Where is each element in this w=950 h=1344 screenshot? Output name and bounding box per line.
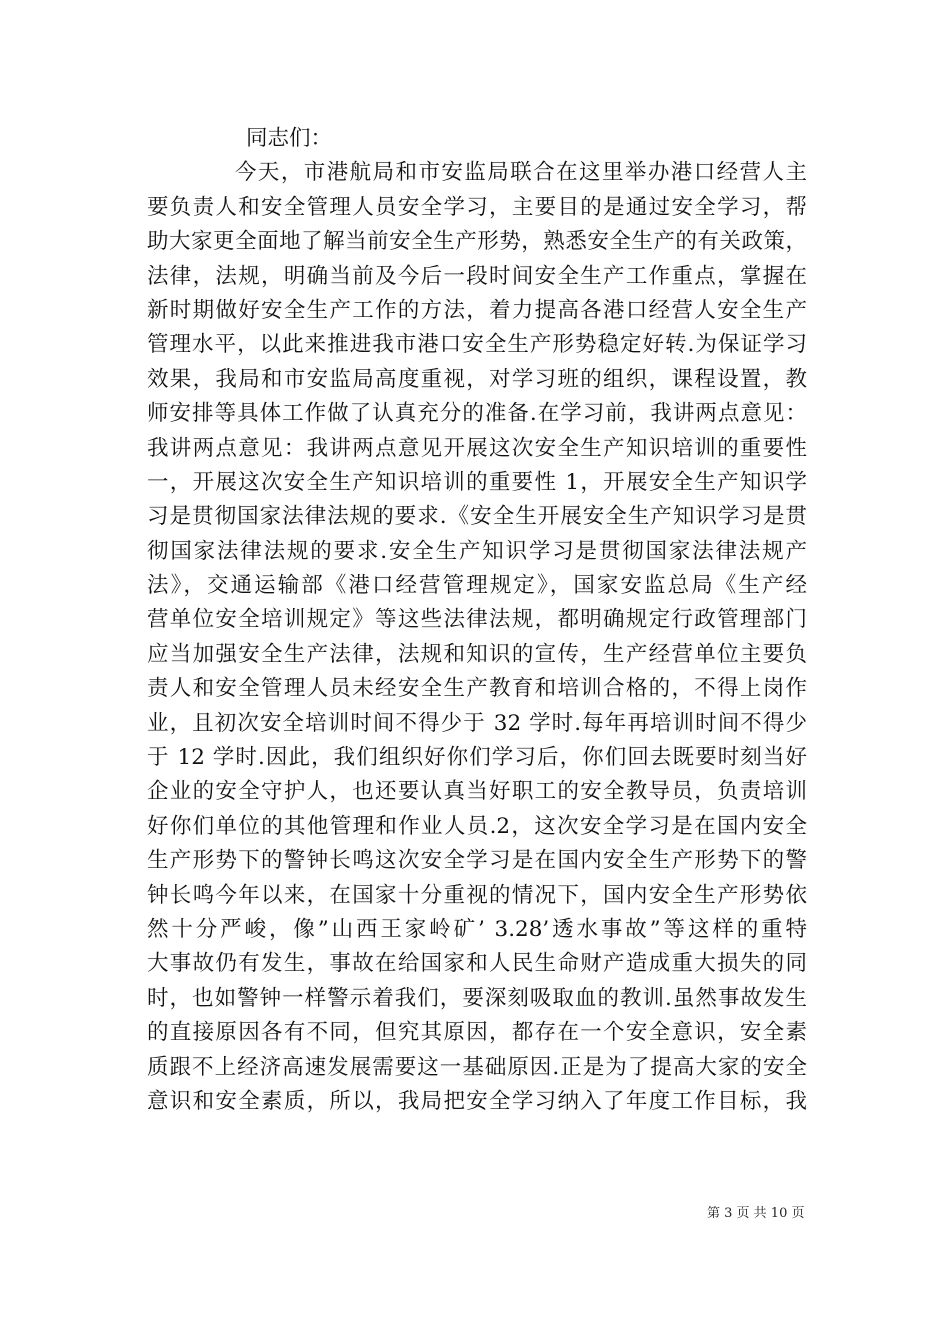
paragraph-line: 法》，交通运输部《港口经营管理规定》，国家安监总局《生产经 [147,573,807,599]
paragraph-line: 习是贯彻国家法律法规的要求.《安全生开展安全生产知识学习是贯 [147,504,807,530]
page-number: 第 3 页 共 10 页 [707,1206,805,1221]
paragraph-line: 企业的安全守护人，也还要认真当好职工的安全教导员，负责培训 [147,779,807,805]
paragraph-line: 大事故仍有发生，事故在给国家和人民生命财产造成重大损失的同 [147,951,807,977]
paragraph-line: 新时期做好安全生产工作的方法，着力提高各港口经营人安全生产 [147,297,807,323]
paragraph-line: 意识和安全素质，所以，我局把安全学习纳入了年度工作目标，我 [147,1088,807,1114]
paragraph-line: 法律，法规，明确当前及今后一段时间安全生产工作重点，掌握在 [147,263,807,289]
paragraph-line: 我讲两点意见：我讲两点意见开展这次安全生产知识培训的重要性 [147,435,807,461]
body-text [147,122,807,1119]
paragraph-line: 然十分严峻，像”山西王家岭矿’ 3.28’透水事故”等这样的重特 [147,916,807,942]
paragraph-line: 一，开展这次安全生产知识培训的重要性 1，开展安全生产知识学 [147,469,807,495]
paragraph-line: 要负责人和安全管理人员安全学习，主要目的是通过安全学习，帮 [147,194,807,220]
paragraph-line: 好你们单位的其他管理和作业人员.2，这次安全学习是在国内安全 [147,813,807,839]
paragraph-line: 质跟不上经济高速发展需要这一基础原因.正是为了提高大家的安全 [147,1054,807,1080]
paragraph-line: 的直接原因各有不同，但究其原因，都存在一个安全意识，安全素 [147,1020,807,1046]
paragraph-line: 彻国家法律法规的要求.安全生产知识学习是贯彻国家法律法规产 [147,538,807,564]
paragraph-line: 应当加强安全生产法律，法规和知识的宣传，生产经营单位主要负 [147,641,807,667]
paragraph-line: 今天，市港航局和市安监局联合在这里举办港口经营人主 [235,160,807,186]
paragraph-line: 管理水平，以此来推进我市港口安全生产形势稳定好转.为保证学习 [147,332,807,358]
paragraph-line: 责人和安全管理人员未经安全生产教育和培训合格的，不得上岗作 [147,676,807,702]
paragraph-line: 于 12 学时.因此，我们组织好你们学习后，你们回去既要时刻当好 [147,745,807,771]
paragraph-line: 助大家更全面地了解当前安全生产形势，熟悉安全生产的有关政策， [147,229,807,255]
paragraph-line: 业，且初次安全培训时间不得少于 32 学时.每年再培训时间不得少 [147,710,807,736]
paragraph-line: 效果，我局和市安监局高度重视，对学习班的组织，课程设置，教 [147,366,807,392]
greeting: 同志们： [246,126,333,151]
paragraph-line: 营单位安全培训规定》等这些法律法规，都明确规定行政管理部门 [147,607,807,633]
paragraph-line: 钟长鸣今年以来，在国家十分重视的情况下，国内安全生产形势依 [147,882,807,908]
paragraph-line: 师安排等具体工作做了认真充分的准备.在学习前，我讲两点意见： [147,401,807,427]
paragraph-line: 生产形势下的警钟长鸣这次安全学习是在国内安全生产形势下的警 [147,848,807,874]
paragraph-line: 时，也如警钟一样警示着我们，要深刻吸取血的教训.虽然事故发生 [147,985,807,1011]
